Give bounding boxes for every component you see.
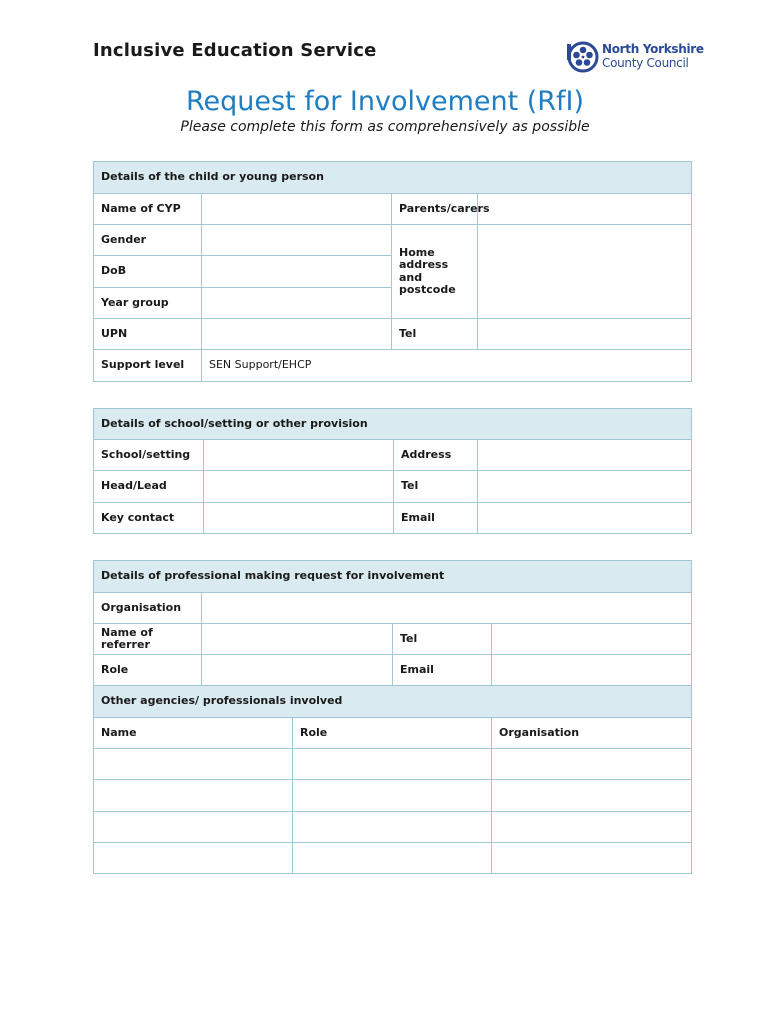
name-of-cyp-field[interactable] <box>202 194 392 225</box>
label-upn: UPN <box>94 319 202 350</box>
dob-field[interactable] <box>202 256 392 288</box>
tel-child-field[interactable] <box>478 319 692 350</box>
table-row <box>94 749 692 780</box>
home-address-field[interactable] <box>478 225 692 319</box>
column-header-name: Name <box>94 718 293 749</box>
gender-field[interactable] <box>202 225 392 256</box>
table-row <box>94 780 692 812</box>
logo-text-line2: County Council <box>602 56 689 70</box>
agency-organisation-cell[interactable] <box>492 749 692 780</box>
label-dob: DoB <box>94 256 202 288</box>
upn-field[interactable] <box>202 319 392 350</box>
section-heading-agencies: Other agencies/ professionals involved <box>94 686 692 718</box>
address-field[interactable] <box>478 440 692 471</box>
label-tel-child: Tel <box>392 319 478 350</box>
professional-details-table <box>93 560 692 874</box>
label-organisation: Organisation <box>94 593 202 624</box>
section-heading-school: Details of school/setting or other provision <box>94 409 692 440</box>
email-referrer-field[interactable] <box>492 655 692 686</box>
agency-role-cell[interactable] <box>293 812 492 843</box>
column-header-role: Role <box>293 718 492 749</box>
agency-organisation-cell[interactable] <box>492 780 692 812</box>
agency-name-cell[interactable] <box>94 780 293 812</box>
parents-carers-field[interactable] <box>478 194 692 225</box>
email-school-field[interactable] <box>478 503 692 534</box>
name-of-referrer-field[interactable] <box>202 624 393 655</box>
column-header-organisation: Organisation <box>492 718 692 749</box>
head-lead-field[interactable] <box>204 471 394 503</box>
year-group-field[interactable] <box>202 288 392 319</box>
rose-emblem-icon <box>566 38 600 74</box>
agency-name-cell[interactable] <box>94 749 293 780</box>
child-details-table <box>93 161 692 382</box>
label-name-of-referrer: Name of referrer <box>94 624 202 655</box>
table-row <box>94 843 692 874</box>
agency-role-cell[interactable] <box>293 843 492 874</box>
label-key-contact: Key contact <box>94 503 204 534</box>
label-tel-referrer: Tel <box>393 624 492 655</box>
support-level-field[interactable]: SEN Support/EHCP <box>202 350 692 382</box>
form-title: Request for Involvement (RfI) <box>185 86 585 117</box>
label-name-of-cyp: Name of CYP <box>94 194 202 225</box>
table-row <box>94 812 692 843</box>
label-email-referrer: Email <box>393 655 492 686</box>
label-school-setting: School/setting <box>94 440 204 471</box>
role-field[interactable] <box>202 655 393 686</box>
label-role: Role <box>94 655 202 686</box>
tel-referrer-field[interactable] <box>492 624 692 655</box>
agency-organisation-cell[interactable] <box>492 843 692 874</box>
label-address: Address <box>394 440 478 471</box>
school-details-table <box>93 408 692 534</box>
label-gender: Gender <box>94 225 202 256</box>
tel-school-field[interactable] <box>478 471 692 503</box>
section-heading-professional: Details of professional making request for involvement <box>94 561 692 593</box>
label-parents-carers: Parents/carers <box>392 194 478 225</box>
agency-organisation-cell[interactable] <box>492 812 692 843</box>
section-heading-child: Details of the child or young person <box>94 162 692 194</box>
school-setting-field[interactable] <box>204 440 394 471</box>
label-support-level: Support level <box>94 350 202 382</box>
agency-name-cell[interactable] <box>94 812 293 843</box>
form-subtitle: Please complete this form as comprehensively as possible <box>180 119 590 135</box>
agency-name-cell[interactable] <box>94 843 293 874</box>
agency-role-cell[interactable] <box>293 780 492 812</box>
council-logo <box>566 38 726 76</box>
service-name: Inclusive Education Service <box>93 40 377 61</box>
label-tel-school: Tel <box>394 471 478 503</box>
label-year-group: Year group <box>94 288 202 319</box>
organisation-field[interactable] <box>202 593 692 624</box>
key-contact-field[interactable] <box>204 503 394 534</box>
label-head-lead: Head/Lead <box>94 471 204 503</box>
label-email-school: Email <box>394 503 478 534</box>
label-home-address: Home address and postcode <box>392 225 478 319</box>
agency-role-cell[interactable] <box>293 749 492 780</box>
logo-text-line1: North Yorkshire <box>602 42 704 56</box>
